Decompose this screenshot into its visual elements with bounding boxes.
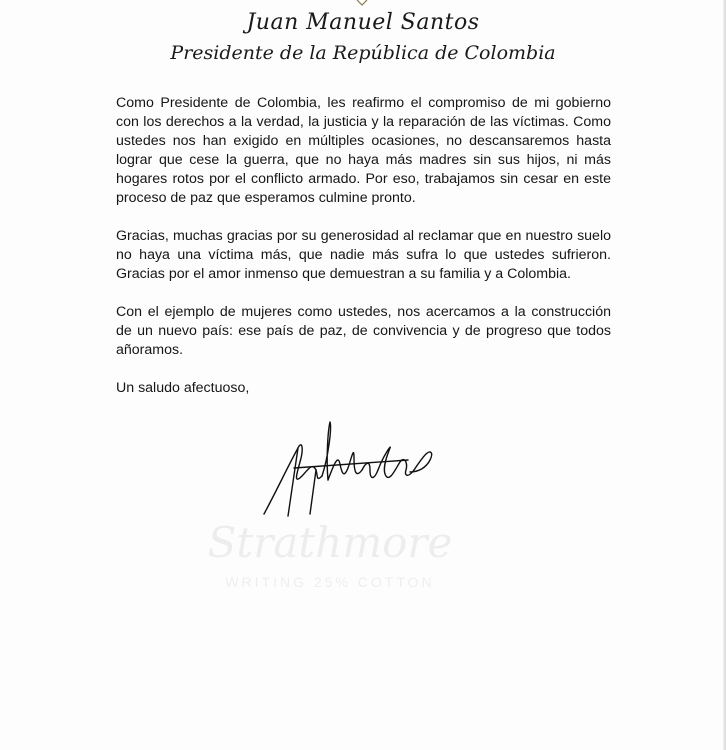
letterhead-title: Presidente de la República de Colombia	[170, 42, 556, 64]
signature	[258, 418, 448, 518]
paper-watermark	[180, 518, 480, 608]
watermark-brand: Strathmore	[207, 518, 453, 567]
body-paragraph-3: Con el ejemplo de mujeres como ustedes, nos acercamos a la construcción de un nuevo país: ese país de paz, de convivencia y de progreso que todos añoramos.	[116, 304, 611, 358]
body-paragraph-2: Gracias, muchas gracias por su generosidad al reclamar que en nuestro suelo no haya una víctima más, que nadie más sufra lo que ustedes sufrieron. Gracias por el amor inmenso que demuestran a su familia y a Colombia.	[116, 228, 611, 282]
seal-mark-icon	[355, 0, 369, 6]
body-paragraph-1: Como Presidente de Colombia, les reafirmo el compromiso de mi gobierno con los derechos a la verdad, la justicia y la reparación de las víctimas. Como ustedes nos han exigido en múltiples ocasiones, no descansaremos hasta lograr que cese la guerra, que no haya más madres sin sus hijos, ni más hogares rotos por el conflicto armado. Por eso, trabajamos sin cesar en este proceso de paz que esperamos culmine pronto.	[116, 95, 611, 206]
closing-line: Un saludo afectuoso,	[116, 380, 250, 396]
letterhead-name: Juan Manuel Santos	[246, 10, 480, 35]
watermark-subtitle: WRITING 25% COTTON	[225, 574, 435, 590]
